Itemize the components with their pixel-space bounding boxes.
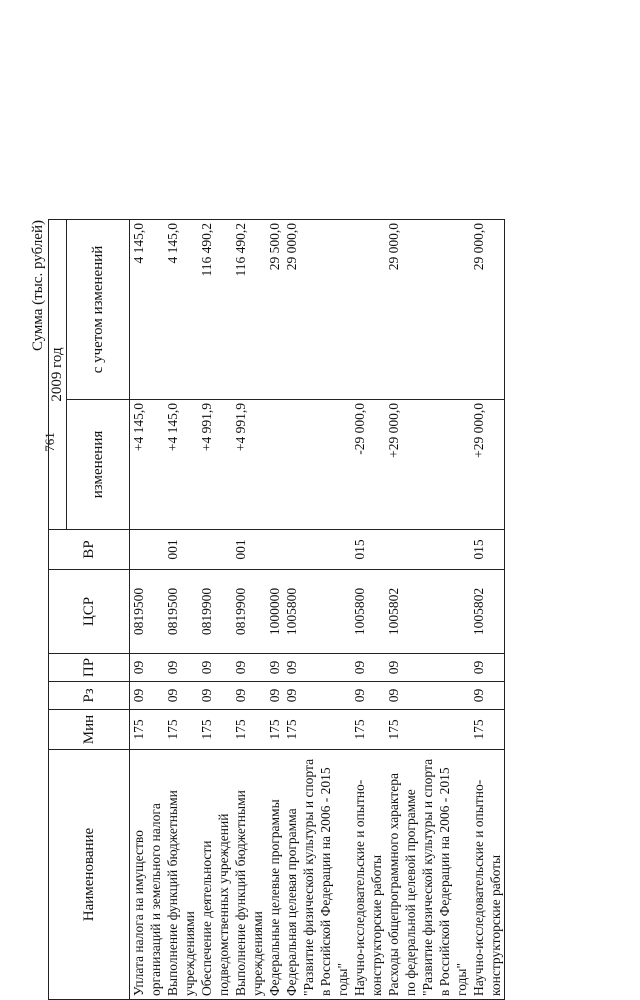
table-row: [232, 219, 266, 999]
cell-pr: 09: [266, 654, 283, 682]
cell-pr: 09: [198, 654, 232, 682]
cell-rz: 09: [164, 682, 198, 710]
cell-vr: [130, 530, 165, 570]
cell-pr: 09: [351, 654, 385, 682]
header-csr: ЦСР: [49, 570, 130, 654]
unit-caption: Сумма (тыс. рублей): [30, 220, 46, 352]
cell-change: +4 145,0: [164, 400, 198, 530]
cell-change: +4 145,0: [130, 400, 165, 530]
cell-min: 175: [232, 710, 266, 750]
cell-csr: 0819500: [130, 570, 165, 654]
cell-total: 29 000,0: [385, 219, 470, 399]
cell-change: -29 000,0: [351, 400, 385, 530]
cell-vr: 001: [232, 530, 266, 570]
cell-rz: 09: [198, 682, 232, 710]
table-row: [283, 219, 351, 999]
cell-total: 29 000,0: [283, 219, 351, 399]
table-row: [351, 219, 385, 999]
cell-change: +4 991,9: [198, 400, 232, 530]
cell-change: [283, 400, 351, 530]
cell-vr: 001: [164, 530, 198, 570]
cell-name: Научно-исследовательские и опытно-конструкторские работы: [470, 750, 505, 1000]
cell-min: 175: [283, 710, 351, 750]
cell-min: 175: [198, 710, 232, 750]
cell-min: 175: [385, 710, 470, 750]
header-rz: Рз: [49, 682, 130, 710]
cell-change: +29 000,0: [470, 400, 505, 530]
cell-min: 175: [351, 710, 385, 750]
cell-name: Выполнение функций бюджетными учреждениями: [232, 750, 266, 1000]
cell-vr: 015: [470, 530, 505, 570]
cell-change: [266, 400, 283, 530]
cell-total: [351, 219, 385, 399]
cell-rz: 09: [130, 682, 165, 710]
cell-csr: 1005802: [470, 570, 505, 654]
cell-csr: 1005800: [283, 570, 351, 654]
header-year: 2009 год: [49, 219, 67, 529]
table-row: [164, 219, 198, 999]
header-row-1: [49, 219, 67, 999]
cell-name: Научно-исследовательские и опытно-конструкторские работы: [351, 750, 385, 1000]
cell-pr: 09: [283, 654, 351, 682]
cell-min: 175: [164, 710, 198, 750]
header-name: Наименование: [49, 750, 130, 1000]
header-min: Мин: [49, 710, 130, 750]
cell-vr: [283, 530, 351, 570]
cell-vr: [198, 530, 232, 570]
cell-csr: 1005802: [385, 570, 470, 654]
table-row: [266, 219, 283, 999]
cell-name: Уплата налога на имущество организаций и земельного налога: [130, 750, 165, 1000]
page-number: 761: [41, 432, 57, 452]
cell-name: Обеспечение деятельности подведомственных учреждений: [198, 750, 232, 1000]
header-changes: изменения: [67, 400, 130, 530]
cell-csr: 1000000: [266, 570, 283, 654]
header-with-changes: с учетом изменений: [67, 219, 130, 399]
header-pr: ПР: [49, 654, 130, 682]
cell-change: +4 991,9: [232, 400, 266, 530]
cell-pr: 09: [470, 654, 505, 682]
cell-total: 29 500,0: [266, 219, 283, 399]
cell-name: Расходы общепрограммного характера по федеральной целевой программе "Развитие физической культуры и спорта в Российской Федерации на 2006 - 2015 годы": [385, 750, 470, 1000]
cell-total: 4 145,0: [130, 219, 165, 399]
cell-name: Федеральные целевые программы: [266, 750, 283, 1000]
cell-pr: 09: [130, 654, 165, 682]
cell-min: 175: [266, 710, 283, 750]
table-row: [470, 219, 505, 999]
cell-total: 116 490,2: [232, 219, 266, 399]
cell-pr: 09: [385, 654, 470, 682]
cell-name: Выполнение функций бюджетными учреждениями: [164, 750, 198, 1000]
cell-name: Федеральная целевая программа "Развитие физической культуры и спорта в Российской Федерации на 2006 - 2015 годы": [283, 750, 351, 1000]
cell-csr: 0819900: [198, 570, 232, 654]
cell-rz: 09: [266, 682, 283, 710]
budget-table: [48, 219, 505, 1000]
header-vr: ВР: [49, 530, 130, 570]
cell-rz: 09: [283, 682, 351, 710]
cell-min: 175: [470, 710, 505, 750]
cell-min: 175: [130, 710, 165, 750]
cell-rz: 09: [232, 682, 266, 710]
cell-csr: 1005800: [351, 570, 385, 654]
rotated-table-page: [30, 220, 610, 1000]
table-row: [130, 219, 165, 999]
cell-vr: 015: [351, 530, 385, 570]
cell-change: +29 000,0: [385, 400, 470, 530]
table-body: [130, 219, 505, 999]
cell-vr: [385, 530, 470, 570]
cell-vr: [266, 530, 283, 570]
cell-rz: 09: [385, 682, 470, 710]
cell-csr: 0819900: [232, 570, 266, 654]
cell-rz: 09: [351, 682, 385, 710]
table-row: [385, 219, 470, 999]
cell-total: 116 490,2: [198, 219, 232, 399]
cell-total: 4 145,0: [164, 219, 198, 399]
cell-pr: 09: [232, 654, 266, 682]
table-row: [198, 219, 232, 999]
cell-csr: 0819500: [164, 570, 198, 654]
cell-total: 29 000,0: [470, 219, 505, 399]
cell-rz: 09: [470, 682, 505, 710]
cell-pr: 09: [164, 654, 198, 682]
